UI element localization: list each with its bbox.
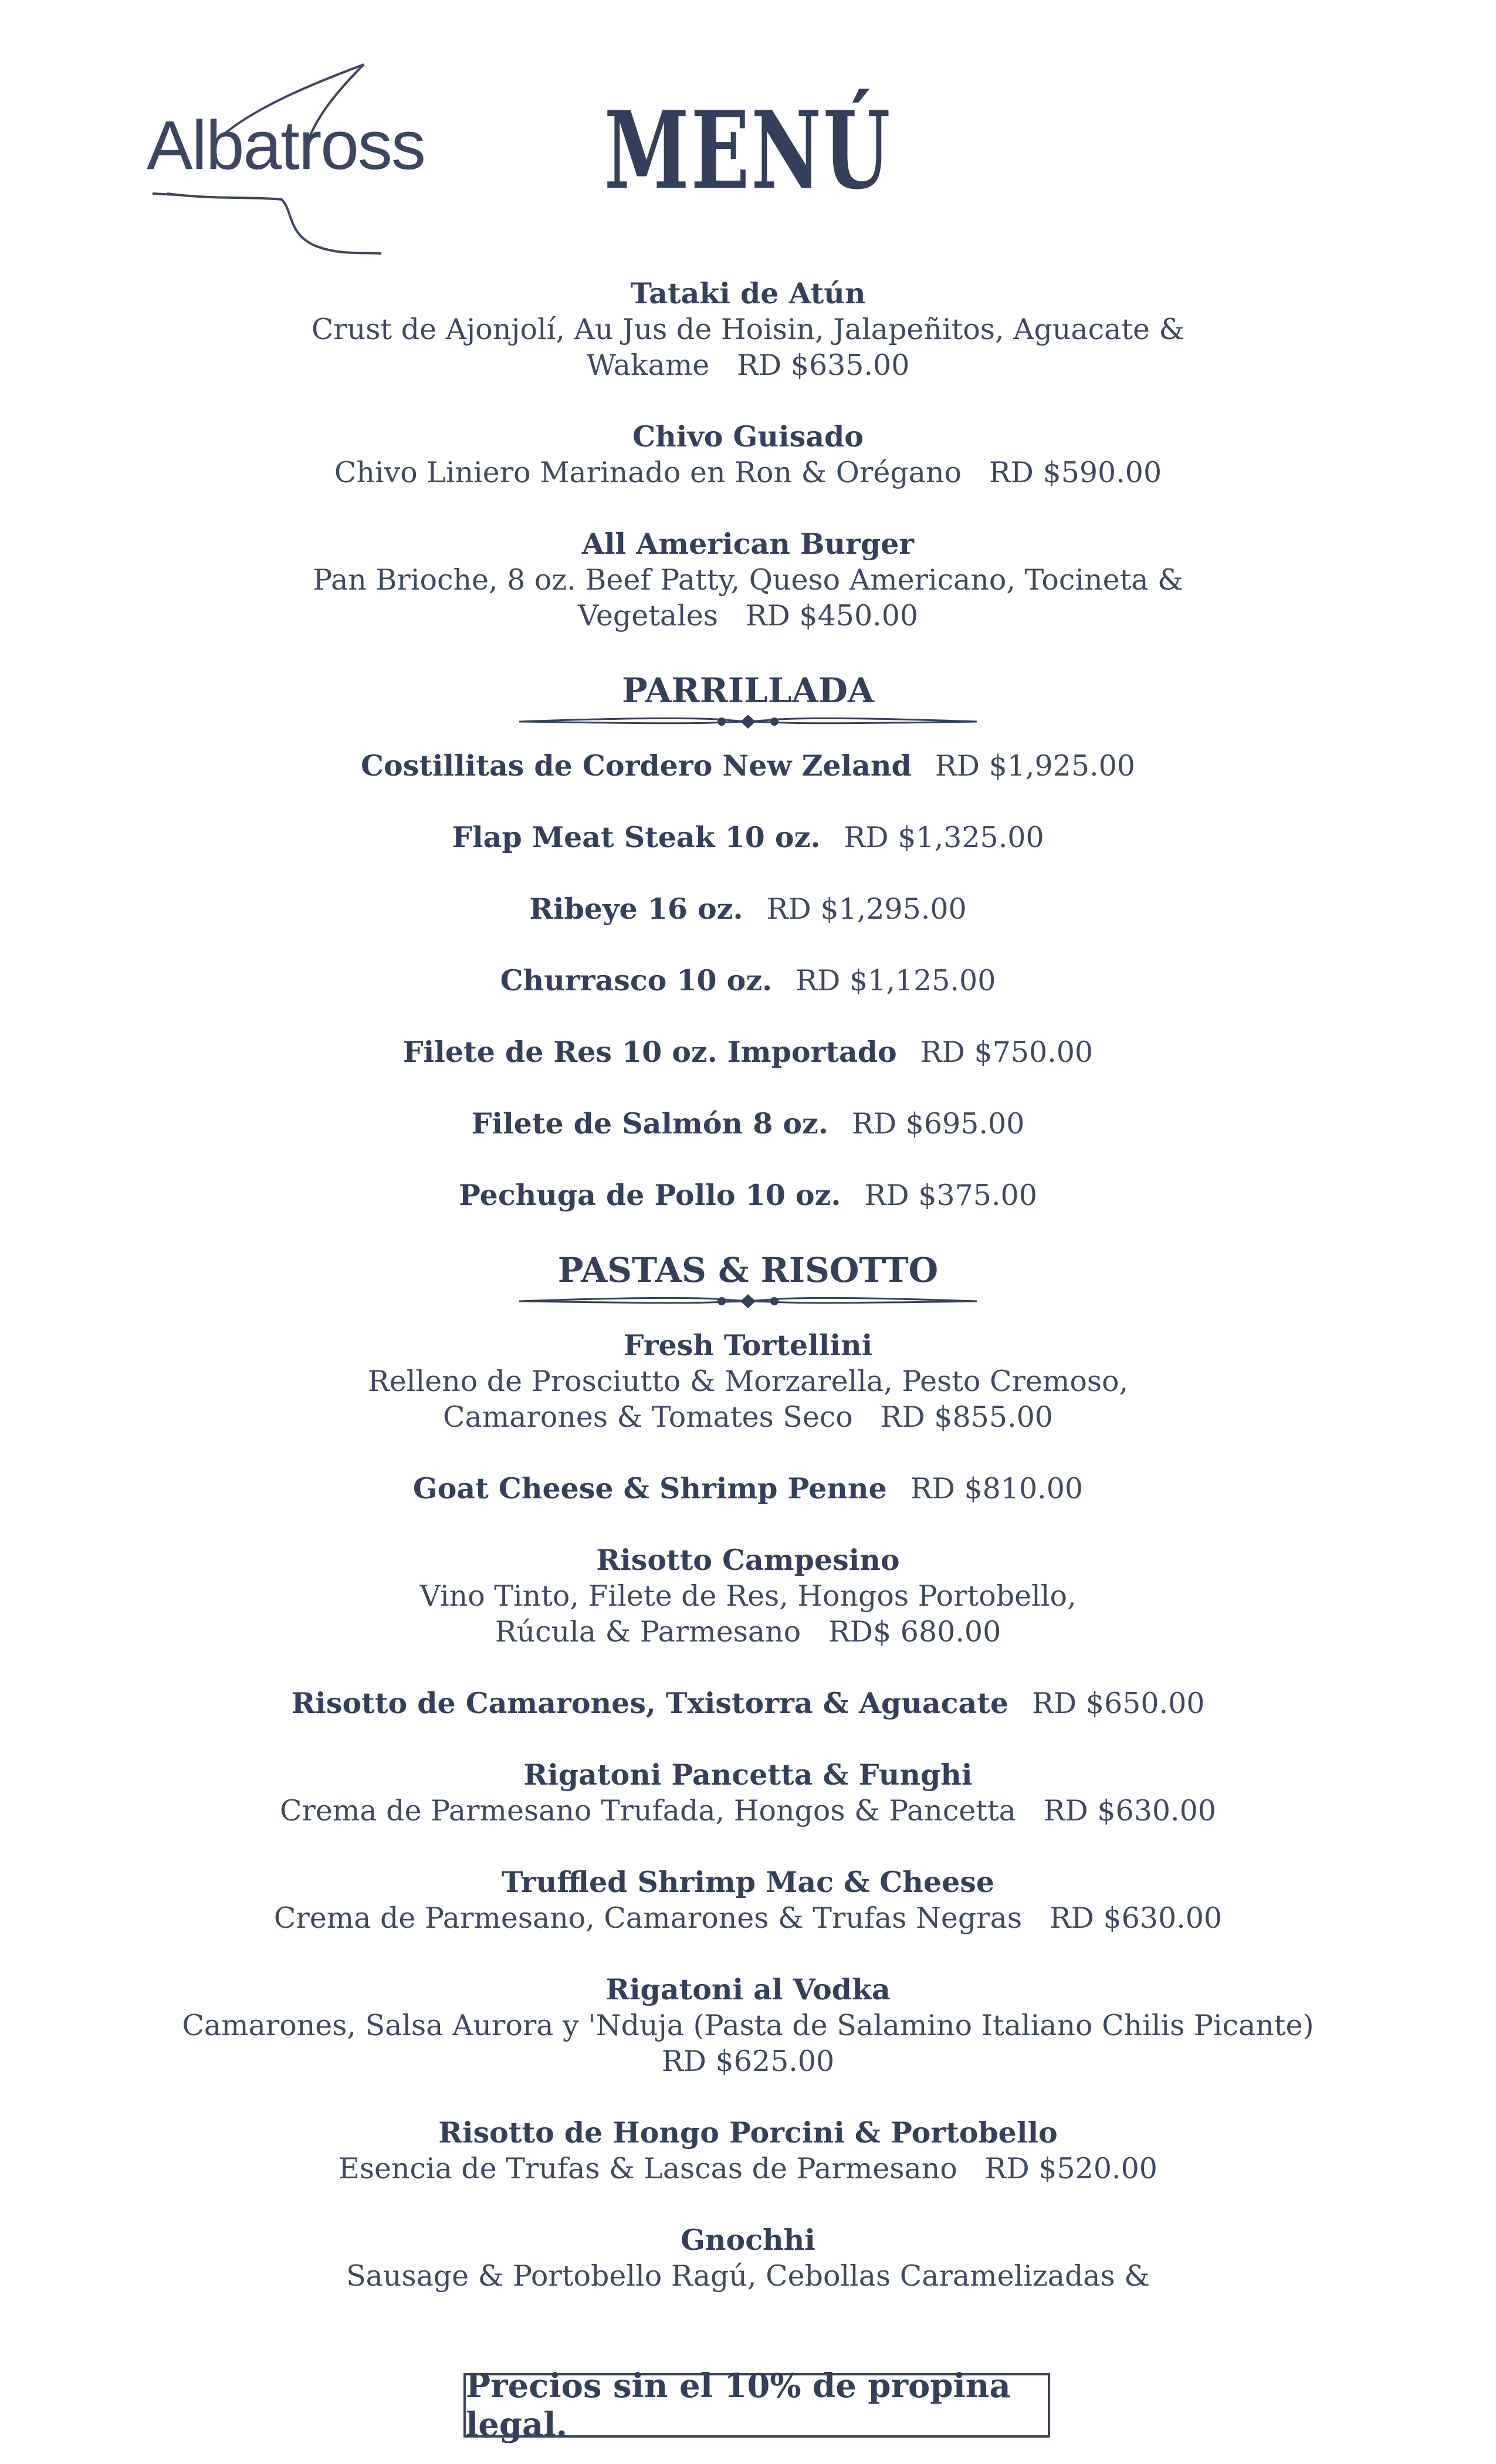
item-name: Risotto Campesino	[596, 1543, 900, 1577]
menu-item	[0, 1471, 1496, 1507]
menu-item	[0, 1685, 1496, 1721]
item-price: RD $625.00	[661, 2045, 835, 2078]
item-description: Crema de Parmesano, Camarones & Trufas Negras RD $630.00	[273, 1901, 1223, 1935]
item-description: Vino Tinto, Filete de Res, Hongos Portobello,	[419, 1579, 1077, 1613]
item-description: Sausage & Portobello Ragú, Cebollas Caramelizadas &	[346, 2259, 1150, 2293]
menu-item	[0, 963, 1496, 999]
menu-item	[0, 1757, 1496, 1829]
menu-item	[0, 748, 1496, 784]
page-title: MENÚ	[604, 87, 892, 213]
item-name: Chivo Guisado	[632, 419, 864, 453]
menu-item	[0, 1864, 1496, 1936]
item-name: All American Burger	[581, 527, 915, 561]
item-name: Rigatoni Pancetta & Funghi	[523, 1758, 973, 1792]
item-description: Camarones, Salsa Aurora y 'Nduja (Pasta de Salamino Italiano Chilis Picante)	[182, 2009, 1314, 2042]
item-price: RD $810.00	[910, 1472, 1084, 1505]
menu-content	[0, 276, 1496, 2330]
item-price: RD $630.00	[1049, 1901, 1223, 1935]
item-name: Truffled Shrimp Mac & Cheese	[501, 1865, 995, 1899]
brand-name: Albatross	[147, 107, 425, 184]
item-price: RD $450.00	[745, 599, 919, 632]
item-name: Fresh Tortellini	[623, 1328, 873, 1362]
item-description-line2: Vegetales RD $450.00	[577, 599, 919, 632]
item-name: Pechuga de Pollo 10 oz.	[459, 1178, 841, 1212]
item-description-line2: Camarones & Tomates Seco RD $855.00	[443, 1400, 1053, 1434]
item-price: RD $1,125.00	[796, 964, 996, 997]
tip-notice: Precios sin el 10% de propina legal.	[463, 2373, 1050, 2438]
item-description: Crema de Parmesano Trufada, Hongos & Pancetta RD $630.00	[280, 1794, 1216, 1827]
item-description-line2: Wakame RD $635.00	[586, 348, 910, 382]
item-name: Churrasco 10 oz.	[500, 963, 773, 997]
item-name: Filete de Salmón 8 oz.	[471, 1106, 828, 1140]
item-description: Pan Brioche, 8 oz. Beef Patty, Queso Americano, Tocineta &	[313, 563, 1183, 597]
menu-item	[0, 2115, 1496, 2187]
menu-item	[0, 419, 1496, 490]
ornament-divider-icon	[519, 1291, 977, 1311]
item-description: Crust de Ajonjolí, Au Jus de Hoisin, Jalapeñitos, Aguacate &	[311, 313, 1185, 346]
section-heading-pastas: PASTAS & RISOTTO	[557, 1250, 939, 1290]
menu-item	[0, 1972, 1496, 2079]
ornament-divider-icon	[519, 712, 977, 732]
item-description: Relleno de Prosciutto & Morzarella, Pesto Cremoso,	[367, 1365, 1129, 1398]
menu-item	[0, 1106, 1496, 1142]
item-price: RD $590.00	[989, 456, 1162, 489]
item-name: Flap Meat Steak 10 oz.	[452, 820, 821, 854]
menu-item	[0, 891, 1496, 927]
item-price: RD$ 680.00	[828, 1615, 1001, 1649]
item-description: Chivo Liniero Marinado en Ron & Orégano RD $590.00	[334, 456, 1162, 489]
item-price: RD $375.00	[864, 1179, 1037, 1212]
menu-item	[0, 1034, 1496, 1070]
item-price: RD $520.00	[984, 2152, 1157, 2185]
item-price: RD $1,295.00	[766, 892, 967, 926]
menu-item	[0, 276, 1496, 383]
menu-item	[0, 526, 1496, 634]
item-price: RD $1,325.00	[844, 821, 1044, 854]
item-name: Goat Cheese & Shrimp Penne	[412, 1471, 887, 1505]
item-name: Costillitas de Cordero New Zeland	[361, 749, 912, 783]
section-heading-parrillada: PARRILLADA	[622, 671, 874, 710]
item-name: Risotto de Hongo Porcini & Portobello	[438, 2116, 1058, 2150]
menu-item	[0, 1328, 1496, 1435]
item-description: Esencia de Trufas & Lascas de Parmesano RD $520.00	[339, 2152, 1157, 2185]
item-description-line2: Rúcula & Parmesano RD$ 680.00	[495, 1615, 1001, 1649]
item-name: Filete de Res 10 oz. Importado	[402, 1035, 897, 1069]
menu-item	[0, 1542, 1496, 1650]
item-price: RD $1,925.00	[935, 749, 1135, 783]
item-name: Tataki de Atún	[630, 276, 866, 310]
item-price: RD $630.00	[1043, 1794, 1216, 1827]
item-price: RD $635.00	[737, 348, 910, 382]
item-price: RD $750.00	[920, 1035, 1094, 1069]
menu-item	[0, 2222, 1496, 2294]
menu-item	[0, 1177, 1496, 1213]
item-name: Gnochhi	[681, 2223, 815, 2257]
item-name: Risotto de Camarones, Txistorra & Aguacate	[291, 1686, 1009, 1720]
item-price: RD $650.00	[1032, 1687, 1205, 1720]
item-name: Rigatoni al Vodka	[605, 1972, 891, 2006]
item-price: RD $855.00	[880, 1400, 1053, 1434]
item-name: Ribeye 16 oz.	[529, 892, 743, 926]
menu-item	[0, 820, 1496, 855]
item-price: RD $695.00	[851, 1107, 1025, 1140]
